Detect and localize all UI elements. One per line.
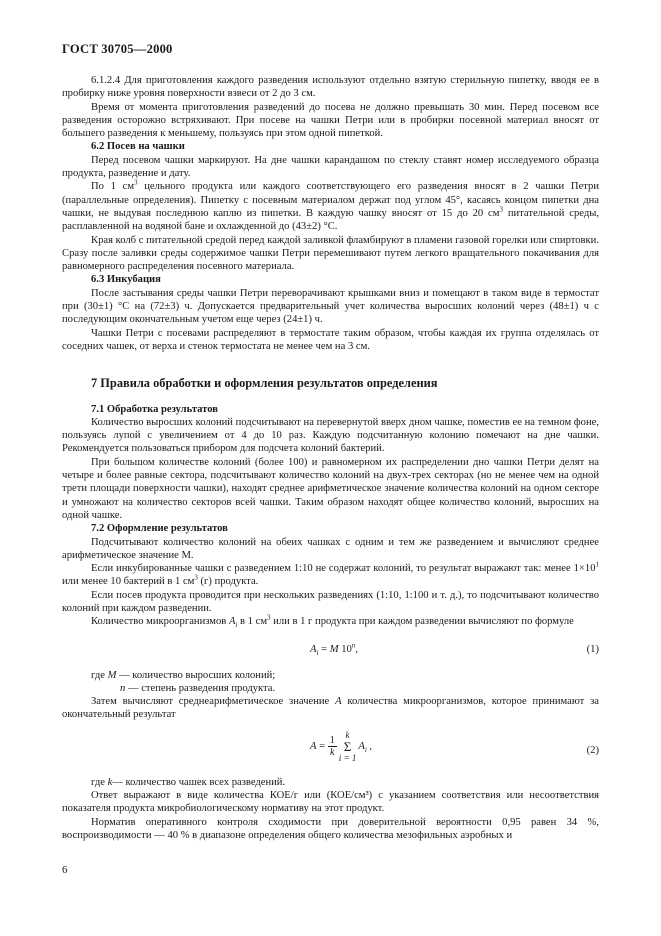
paragraph: Если инкубированные чашки с разведением 1:10 не содержат колоний, то результат выражают так: менее $1\times 10^1$ или менее 10 бактерий в 1 $см^3$ (г) продукта.: [62, 560, 599, 588]
formula-legend: где k— количество чашек всех разведений.: [91, 776, 286, 788]
fraction: $\frac{1}{k}$: [329, 734, 335, 758]
formula-1: [62, 635, 599, 665]
subsection-heading: 7.1 Обработка результатов: [91, 403, 218, 415]
paragraph: 6.1.2.4 Для приготовления каждого разведения используют отдельно взятую стерильную пипетку, вводя ее в пробирку ниже уровня поверхности взвеси от 2 до 3 см.: [62, 75, 599, 100]
formula-legend: n — степень разведения продукта.: [120, 682, 276, 694]
subsection-heading: 6.3 Инкубация: [91, 274, 161, 286]
paragraph: Если посев продукта проводится при нескольких разведениях (1:10, 1:100 и т. д.), то подсчитывают количество колоний при каждом разведении.: [62, 589, 599, 614]
paragraph: Затем вычисляют среднеарифметическое значение A количества микроорганизмов, которое принимают за окончательный результат: [62, 696, 599, 721]
section-heading: 7 Правила обработки и оформления результатов определения: [91, 376, 438, 391]
paragraph: Перед посевом чашки маркируют. На дне чашки карандашом по стеклу ставят номер исследуемого образца продукта, разведение и дату.: [62, 154, 599, 180]
paragraph: Количество микроорганизмов $A_i$ в 1 $см^3$ или в 1 г продукта при каждом разведении вычисляют по формуле: [91, 613, 574, 630]
formula-1-expression: $A_i = M$ 10$^n$,: [310, 641, 358, 657]
formula-2: [62, 726, 599, 772]
formula-2-expression: A = $\frac{1}{k}$ k Σ i = 1 $A_i$ ,: [310, 729, 373, 763]
page-header: ГОСТ 30705—2000: [62, 42, 173, 56]
paragraph: Края колб с питательной средой перед каждой заливкой фламбируют в пламени газовой горелки или спиртовки. Сразу после заливки среды содержимое чашки Петри перемешивают путем легкого вращательного покачивания для равномерного распределения посевного материала.: [62, 234, 599, 273]
subsection-heading: 7.2 Оформление результатов: [91, 523, 228, 535]
paragraph: Норматив оперативного контроля сходимости при доверительной вероятности 0,95 равен 34 %, воспроизводимости — 40 % в диапазоне определения общего количества мезофильных аэробных и: [62, 816, 599, 841]
paragraph: Чашки Петри с посевами распределяют в термостате таким образом, чтобы каждая их группа отделялась от соседних чашек, от верха и стенок термостата не менее чем на 3 см.: [62, 327, 599, 352]
formula-1-number: (1): [586, 643, 599, 655]
paragraph: Количество выросших колоний подсчитывают на перевернутой вверх дном чашке, поместив ее на темном фоне, пользуясь лупой с увеличением от 4 до 10 раз. Каждую подсчитанную колонию помечают на дне чашки. Рекомендуется пользоваться прибором для подсчета колоний бактерий.: [62, 416, 599, 455]
subsection-heading: 6.2 Посев на чашки: [91, 141, 185, 153]
formula-2-number: (2): [586, 744, 599, 756]
paragraph: При большом количестве колоний (более 100) и равномерном их распределении дно чашки Петри делят на четыре и более равные сектора, подсчитывают количество колоний на двух-трех секторах (но не менее чем на одной трети площади поверхности чашки), находят среднее арифметическое значение количества колоний на одном секторе и умножают на количество секторов всей чашки. Таким образом находят общее количество колоний, выросших на одной чашке.: [62, 456, 599, 521]
paragraph: Ответ выражают в виде количества КОЕ/г или (КОЕ/см³) с указанием соответствия или несоответствия показателя продукта микробиологическому нормативу на этот продукт.: [62, 790, 599, 815]
formula-legend: где M — количество выросших колоний;: [91, 669, 276, 681]
paragraph: Время от момента приготовления разведений до посева не должно превышать 30 мин. Перед посевом все разведения осторожно встряхивают. При посеве на чашки Петри или в пробирки посевной материал вносят от большего разведения к меньшему, пользуясь при этом одной пипеткой.: [62, 101, 599, 140]
paragraph: Подсчитывают количество колоний на обеих чашках с одним и тем же разведением и вычисляют среднее арифметическое значение М.: [62, 536, 599, 561]
sum-operator: k Σ i = 1: [338, 729, 357, 763]
paragraph: После застывания среды чашки Петри переворачивают крышками вниз и помещают в таком виде в термостат при (30±1) °С на (72±3) ч. Допускается предварительный учет количества выросших колоний через (48±1) ч с последующим окончательным учетом еще через (24±1) ч.: [62, 287, 599, 326]
page-number: 6: [62, 864, 68, 876]
paragraph: По 1 $см^3$ цельного продукта или каждого соответствующего его разведения вносят в 2 чашки Петри (параллельные определения). Пипетку с посевным материалом держат под углом 45°, касаясь концом пипетки дна чашки, не выдувая последнюю каплю из пипетки. В каждую чашку вносят от 15 до 20 $см^3$ питательной среды, расплавленной на водяной бане и охлажденной до (43±2) °С.: [62, 178, 600, 233]
page-body: [62, 74, 599, 842]
